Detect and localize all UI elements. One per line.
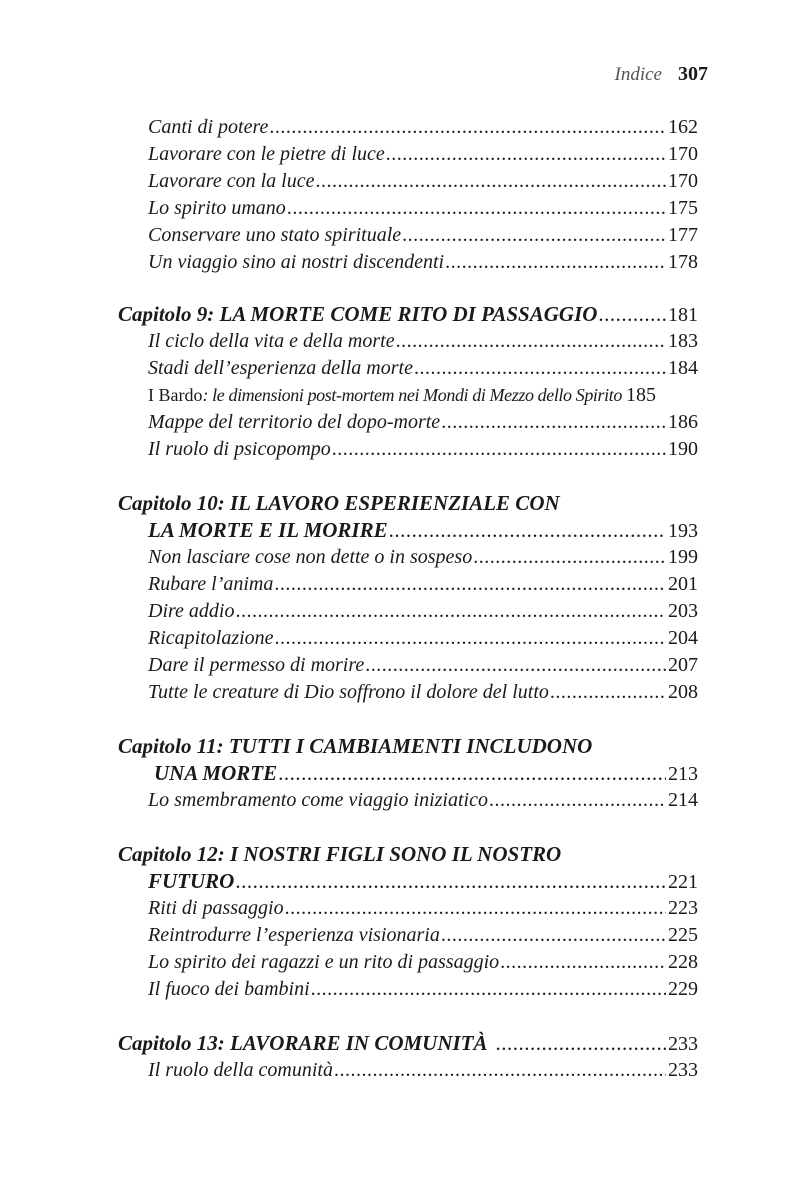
toc-entry[interactable]: Non lasciare cose non dette o in sospeso ..... 199 [148,544,698,570]
toc-entry[interactable]: Conservare uno stato spirituale ..... 177 [148,222,698,248]
toc-chapter-heading-line1: Capitolo 11: TUTTI I CAMBIAMENTI INCLUDONO [118,734,593,758]
toc-entry[interactable]: Reintrodurre l’esperienza visionaria ..... 225 [148,922,698,948]
toc-entry[interactable]: Dire addio ..... 203 [148,598,698,624]
toc-entry[interactable]: Canti di potere ..... 162 [148,114,698,140]
toc-entry[interactable]: Lavorare con le pietre di luce ..... 170 [148,141,698,167]
toc-chapter-heading[interactable]: LA MORTE E IL MORIRE ..... 193 [148,517,698,543]
toc-entry[interactable]: Il ruolo di psicopompo ..... 190 [148,436,698,462]
leader-dots [332,436,666,462]
leader-dots [402,222,666,248]
toc-chapter-heading[interactable]: Capitolo 9: LA MORTE COME RITO DI PASSAGGIO ..... 181 [118,301,698,327]
leader-dots [235,598,666,624]
toc-entry[interactable]: Il ruolo della comunità ..... 233 [148,1057,698,1083]
leader-dots [473,544,666,570]
leader-dots [269,114,666,140]
leader-dots [389,517,666,543]
leader-dots [496,1030,667,1056]
toc-entry[interactable]: Lo spirito umano ..... 175 [148,195,698,221]
leader-dots [315,168,666,194]
leader-dots [275,625,666,651]
leader-dots [386,141,666,167]
page-header [615,62,708,87]
toc-entry[interactable]: I Bardo: le dimensioni post-mortem nei Mondi di Mezzo dello Spirito 185 [148,384,656,406]
leader-dots [441,409,666,435]
leader-dots [274,571,666,597]
leader-dots [311,976,666,1002]
leader-dots [489,787,666,813]
leader-dots [235,868,666,894]
leader-dots [285,895,666,921]
toc-chapter-heading[interactable]: Capitolo 13: LAVORARE IN COMUNITÀ ..... 233 [118,1030,698,1056]
leader-dots [441,922,666,948]
leader-dots [414,355,666,381]
toc-entry[interactable]: Lo smembramento come viaggio iniziatico ..... 214 [148,787,698,813]
toc-entry[interactable]: Dare il permesso di morire ..... 207 [148,652,698,678]
toc-entry[interactable]: Tutte le creature di Dio soffrono il dolore del lutto ..... 208 [148,679,698,705]
toc-entry[interactable]: Rubare l’anima ..... 201 [148,571,698,597]
toc-entry[interactable]: Il ciclo della vita e della morte ..... 183 [148,328,698,354]
toc-chapter-heading-line1: Capitolo 10: IL LAVORO ESPERIENZIALE CON [118,491,560,515]
leader-dots [500,949,666,975]
page-number: 307 [678,63,708,85]
toc-chapter-heading[interactable]: UNA MORTE ..... 213 [154,760,698,786]
toc-entry[interactable]: Lo spirito dei ragazzi e un rito di passaggio ..... 228 [148,949,698,975]
toc-chapter-heading-line1: Capitolo 12: I NOSTRI FIGLI SONO IL NOSTRO [118,842,562,866]
leader-dots [396,328,666,354]
leader-dots [598,301,666,327]
toc-entry[interactable]: Mappe del territorio del dopo-morte ..... 186 [148,409,698,435]
toc-chapter-heading[interactable]: FUTURO ..... 221 [148,868,698,894]
toc-entry[interactable]: Lavorare con la luce ..... 170 [148,168,698,194]
leader-dots [445,249,666,275]
toc-entry[interactable]: Ricapitolazione ..... 204 [148,625,698,651]
leader-dots [365,652,666,678]
toc-entry[interactable]: Il fuoco dei bambini ..... 229 [148,976,698,1002]
running-title: Indice [614,64,662,85]
leader-dots [278,760,666,786]
toc-entry[interactable]: Un viaggio sino ai nostri discendenti ..... 178 [148,249,698,275]
leader-dots [334,1057,666,1083]
leader-dots [287,195,666,221]
toc-entry[interactable]: Riti di passaggio ..... 223 [148,895,698,921]
toc-entry[interactable]: Stadi dell’esperienza della morte ..... 184 [148,355,698,381]
leader-dots [550,679,666,705]
